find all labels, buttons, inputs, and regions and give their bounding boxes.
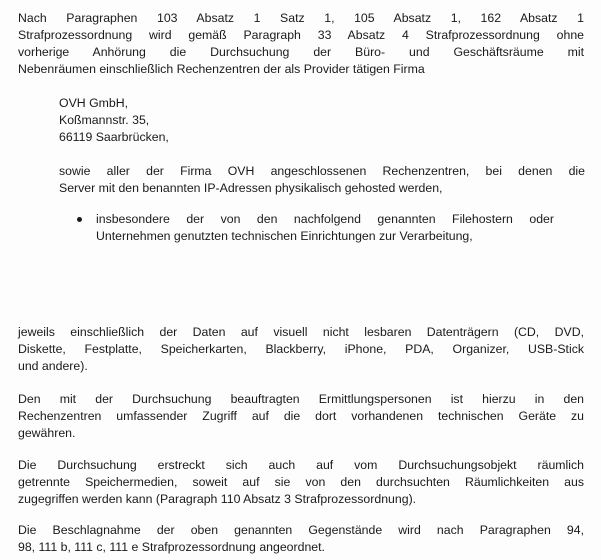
bullet-dot-icon	[77, 217, 82, 222]
bullet-line: insbesondere der von den nachfolgend genannten Filehostern oder	[96, 212, 554, 226]
extension-line: zugegriffen werden kann (Paragraph 110 Absatz 3 Strafprozessordnung).	[18, 492, 417, 506]
access-line: gewähren.	[18, 426, 76, 440]
postal-city: 66119 Saarbrücken,	[59, 130, 169, 144]
intro-line: Nebenräumen einschließlich Rechenzentren der als Provider tätigen Firma	[18, 62, 425, 76]
extension-line: getrennte Speichermedien, soweit auf sie von den durchsuchten Räumlichkeiten aus	[18, 475, 584, 489]
access-line: Den mit der Durchsuchung beauftragten Ermittlungspersonen ist hierzu in den	[18, 392, 584, 406]
centers-line: Server mit den benannten IP-Adressen physikalisch gehosted werden,	[59, 181, 443, 195]
street-address: Koßmannstr. 35,	[59, 113, 150, 127]
seizure-line: 98, 111 b, 111 c, 111 e Strafprozessordnung angeordnet.	[18, 540, 325, 554]
access-line: Rechenzentren umfassender Zugriff auf die dort vorhandenen technischen Geräte zu	[18, 409, 584, 423]
intro-line: vorherige Anhörung die Durchsuchung der Büro- und Geschäftsräume mit	[18, 45, 584, 59]
extension-line: Die Durchsuchung erstreckt sich auch auf vom Durchsuchungsobjekt räumlich	[18, 458, 584, 472]
intro-line: Strafprozessordnung wird gemäß Paragraph 33 Absatz 4 Strafprozessordnung ohne	[18, 28, 584, 42]
bullet-line: Unternehmen genutzten technischen Einrichtungen zur Verarbeitung,	[96, 229, 473, 243]
seizure-line: Die Beschlagnahme der oben genannten Gegenstände wird nach Paragraphen 94,	[18, 523, 584, 537]
centers-line: sowie aller der Firma OVH angeschlossenen Rechenzentren, bei denen die	[59, 164, 585, 178]
media-line: jeweils einschließlich der Daten auf visuell nicht lesbaren Datenträgern (CD, DVD,	[18, 325, 584, 339]
media-line: Diskette, Festplatte, Speicherkarten, Blackberry, iPhone, PDA, Organizer, USB-Stick	[18, 342, 584, 356]
media-line: und andere).	[18, 359, 88, 373]
intro-line: Nach Paragraphen 103 Absatz 1 Satz 1, 105 Absatz 1, 162 Absatz 1	[18, 11, 584, 25]
company-name: OVH GmbH,	[59, 96, 129, 110]
